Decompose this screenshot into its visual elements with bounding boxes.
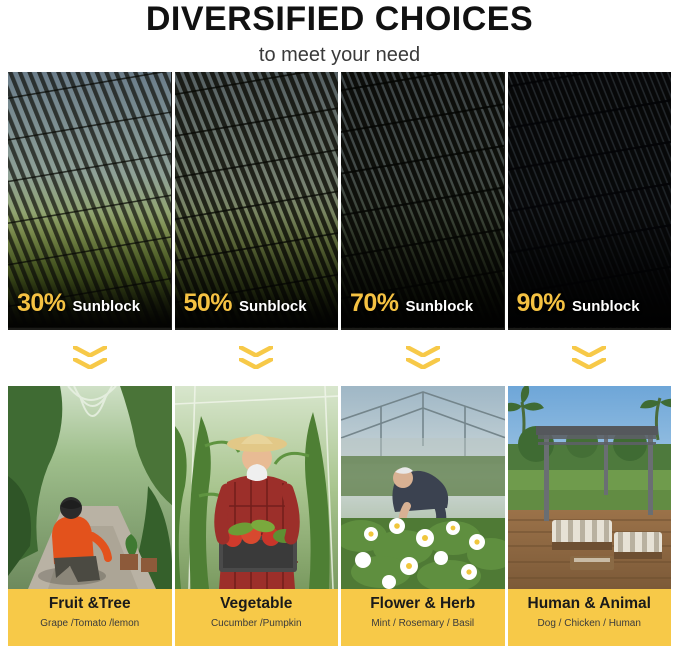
shade-panel-70	[341, 72, 505, 330]
use-case-caption	[8, 589, 172, 646]
use-case-title: Fruit &Tree	[48, 595, 131, 612]
arrow-row	[8, 336, 671, 378]
page-title: DIVERSIFIED CHOICES	[145, 0, 534, 38]
shade-panel-90	[508, 72, 672, 330]
arrow-cell-1	[8, 336, 172, 378]
shade-percent: 50%	[183, 289, 233, 317]
shade-label: Sunblock	[239, 298, 307, 315]
arrow-cell-2	[175, 336, 339, 378]
shade-panel-50	[175, 72, 339, 330]
use-case-title: Human & Animal	[527, 595, 651, 612]
use-case-subtitle: Mint / Rosemary / Basil	[371, 617, 475, 629]
farmer-holding-vegetable-crate-photo	[175, 386, 339, 589]
use-case-caption	[508, 589, 672, 646]
use-case-title: Vegetable	[220, 595, 293, 612]
shade-percent: 90%	[516, 289, 566, 317]
use-case-caption	[175, 589, 339, 646]
use-case-subtitle: Dog / Chicken / Human	[537, 617, 641, 629]
shade-panel-row	[8, 72, 671, 330]
use-case-subtitle: Grape /Tomato /lemon	[40, 617, 140, 629]
shade-panel-90-label	[517, 289, 640, 318]
chevron-down-icon	[239, 345, 273, 370]
use-case-card-fruit-tree[interactable]	[8, 386, 172, 646]
arrow-cell-4	[508, 336, 672, 378]
shade-panel-30-label	[17, 289, 140, 318]
chevron-down-icon	[572, 345, 606, 370]
header	[0, 0, 679, 67]
gardener-in-greenhouse-photo	[8, 386, 172, 589]
man-tending-flowers-photo	[341, 386, 505, 589]
shade-panel-70-label	[350, 289, 473, 318]
shade-panel-50-label	[184, 289, 307, 318]
shade-label: Sunblock	[72, 298, 141, 315]
shade-percent: 70%	[350, 289, 399, 317]
chevron-down-icon	[406, 345, 440, 370]
use-case-title: Flower & Herb	[370, 595, 476, 612]
use-case-caption	[341, 589, 505, 646]
chevron-down-icon	[73, 345, 107, 370]
shade-label: Sunblock	[405, 298, 474, 315]
arrow-cell-3	[341, 336, 505, 378]
page-subtitle: to meet your need	[258, 43, 421, 66]
use-case-card-human-animal[interactable]	[508, 386, 672, 646]
shade-percent: 30%	[17, 289, 66, 317]
use-case-card-vegetable[interactable]	[175, 386, 339, 646]
use-case-row	[8, 386, 671, 646]
use-case-card-flower-herb[interactable]	[341, 386, 505, 646]
shade-label: Sunblock	[572, 298, 640, 315]
use-case-subtitle: Cucumber /Pumpkin	[210, 617, 302, 629]
shade-panel-30	[8, 72, 172, 330]
patio-pergola-lounge-photo	[508, 386, 672, 589]
